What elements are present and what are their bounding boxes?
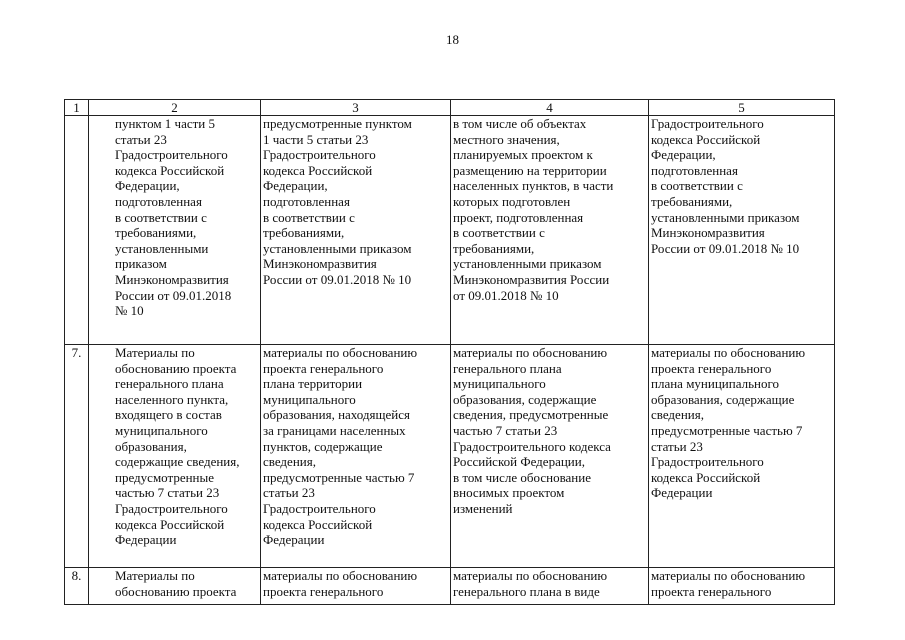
header-cell: 2 <box>89 100 261 116</box>
header-cell: 5 <box>649 100 835 116</box>
table-row <box>65 345 835 568</box>
table-row <box>65 116 835 345</box>
table-cell: материалы по обоснованию генерального плана муниципального образования, содержащие сведения, предусмотренные частью 7 статьи 23 Градостроительного кодекса Российской Федерации, в том числе обоснование вносимых проектом изменений <box>451 345 649 568</box>
table-cell: материалы по обоснованию проекта генерального <box>649 568 835 605</box>
table-cell: материалы по обоснованию проекта генерального плана муниципального образования, содержащие сведения, предусмотренные частью 7 статьи 23 Градостроительного кодекса Российской Федерации <box>649 345 835 568</box>
header-cell: 4 <box>451 100 649 116</box>
row-number: 7. <box>65 345 89 568</box>
table-row <box>65 568 835 605</box>
row-number: 8. <box>65 568 89 605</box>
table-cell: Материалы по обоснованию проекта <box>89 568 261 605</box>
row-number <box>65 116 89 345</box>
page-number: 18 <box>446 32 459 47</box>
document-table <box>64 99 835 605</box>
header-cell: 1 <box>65 100 89 116</box>
table-header-row <box>65 100 835 116</box>
table-cell: пунктом 1 части 5 статьи 23 Градостроительного кодекса Российской Федерации, подготовленная в соответствии с требованиями, установленными приказом Минэкономразвития России от 09.01.2018 № 10 <box>89 116 261 345</box>
table-cell: предусмотренные пунктом 1 части 5 статьи 23 Градостроительного кодекса Российской Федерации, подготовленная в соответствии с требованиями, установленными приказом Минэкономразвития России от 09.01.2018 № 10 <box>261 116 451 345</box>
table-cell: материалы по обоснованию проекта генерального <box>261 568 451 605</box>
table-cell: материалы по обоснованию проекта генерального плана территории муниципального образования, находящейся за границами населенных пунктов, содержащие сведения, предусмотренные частью 7 статьи 23 Градостроительного кодекса Российской Федерации <box>261 345 451 568</box>
header-cell: 3 <box>261 100 451 116</box>
table-cell: материалы по обоснованию генерального плана в виде <box>451 568 649 605</box>
table-cell: в том числе об объектах местного значения, планируемых проектом к размещению на территории населенных пунктов, в части которых подготовлен проект, подготовленная в соответствии с требованиями, установленными приказом Минэкономразвития России от 09.01.2018 № 10 <box>451 116 649 345</box>
table-cell: Материалы по обоснованию проекта генерального плана населенного пункта, входящего в состав муниципального образования, содержащие сведения, предусмотренные частью 7 статьи 23 Градостроительного кодекса Российской Федерации <box>89 345 261 568</box>
table-cell: Градостроительного кодекса Российской Федерации, подготовленная в соответствии с требованиями, установленными приказом Минэкономразвития России от 09.01.2018 № 10 <box>649 116 835 345</box>
